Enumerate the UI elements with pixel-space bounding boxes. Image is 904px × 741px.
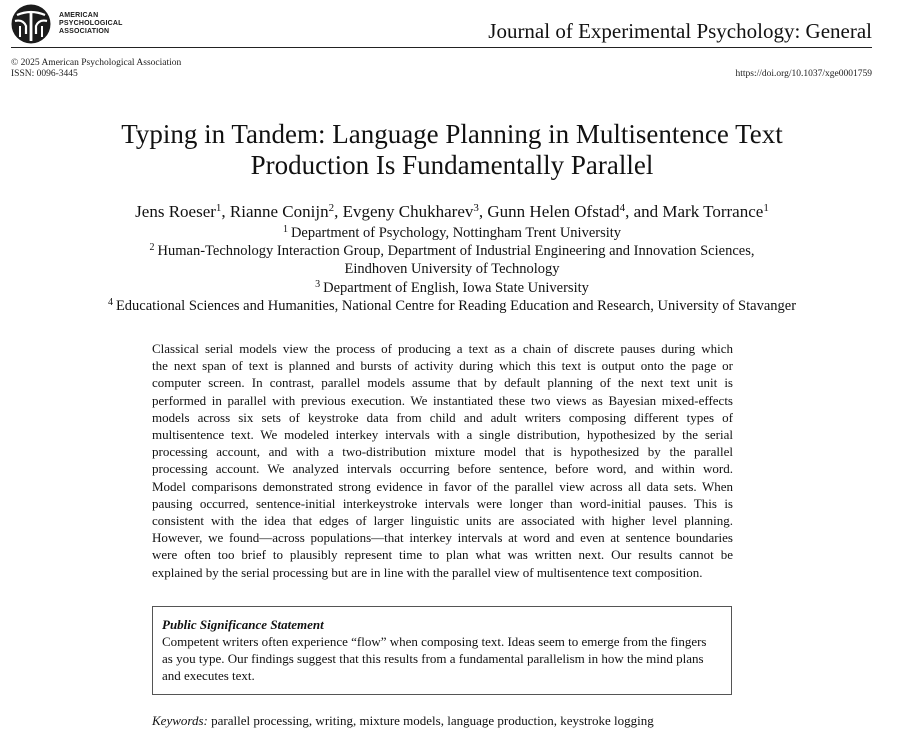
author-name: Jens Roeser <box>135 202 216 221</box>
author-separator: , <box>334 202 343 221</box>
author-separator: , <box>478 202 488 221</box>
author-name: Evgeny Chukharev <box>342 202 474 221</box>
header-divider <box>11 47 872 48</box>
copyright-block <box>11 58 181 80</box>
affiliation-number: 3 <box>315 278 321 290</box>
affiliation-text: Educational Sciences and Humanities, National Centre for Reading Education and Research, University of Stavanger <box>115 297 797 314</box>
significance-line: as you type. Our findings suggest that this results from a fundamental parallelism in how the mind plans <box>162 651 704 666</box>
keywords-label: Keywords: <box>152 713 208 728</box>
affiliation-list <box>0 224 904 315</box>
affiliation <box>0 279 904 297</box>
logo-line: ASSOCIATION <box>59 28 110 35</box>
article-title <box>40 119 864 181</box>
abstract-line: consistent with the idea that edges of larger linguistic units are associated with higher level planning. <box>152 513 733 529</box>
abstract-line: pausing occurred, sentence-initial interkeystroke intervals were longer than word-initial pauses. This is <box>152 495 733 511</box>
author-affiliation-marker: 3 <box>473 202 479 214</box>
abstract-line: multisentence text. We modeled interkey intervals with a single distribution, hypothesized by the serial <box>152 427 733 443</box>
affiliation-text: Department of English, Iowa State University <box>323 279 589 296</box>
doi-link[interactable]: https://doi.org/10.1037/xge0001759 <box>735 69 872 79</box>
abstract-line: models across six sets of keystroke data from child and adult writers composing different types of <box>152 409 733 425</box>
abstract-line: However, we found—across populations—that interkey intervals at word and even at sentence boundaries <box>152 530 733 546</box>
abstract-line: the next span of text is planned and bursts of activity during which this text is output onto the page or <box>152 358 733 374</box>
affiliation-text: Eindhoven University of Technology <box>344 261 560 278</box>
abstract-line: computer screen. In contrast, parallel models assume that by default planning of the next text unit is <box>152 375 733 391</box>
affiliation <box>0 297 904 315</box>
abstract-line: performed in parallel with previous execution. We instantiated these two views as Bayesian mixed-effects <box>152 392 733 408</box>
significance-body <box>162 633 722 684</box>
public-significance-box <box>152 606 732 695</box>
abstract-line: processing account, and with a two-distribution mixture model that is hypothesized by the parallel <box>152 444 733 460</box>
affiliation-number: 4 <box>107 296 113 308</box>
apa-logo-icon <box>11 4 51 44</box>
author-affiliation-marker: 1 <box>763 202 769 214</box>
logo-line: PSYCHOLOGICAL <box>59 20 123 27</box>
abstract-line: were often too brief to plausibly represent time to plan what was written next. Our results cannot be <box>152 547 733 563</box>
abstract-line: Model comparisons demonstrated strong evidence in favor of the parallel view across all data sets. When <box>152 478 733 494</box>
author-separator: , <box>221 202 230 221</box>
author-name: Rianne Conijn <box>229 202 329 221</box>
significance-heading: Public Significance Statement <box>162 617 324 632</box>
abstract <box>152 340 733 581</box>
affiliation-text: Department of Psychology, Nottingham Trent University <box>290 225 622 241</box>
journal-title: Journal of Experimental Psychology: General <box>488 19 872 43</box>
copyright-notice: © 2025 American Psychological Association <box>11 58 182 68</box>
title-line: Production Is Fundamentally Parallel <box>250 150 654 180</box>
author-name: Gunn Helen Ofstad <box>487 202 620 221</box>
affiliation <box>0 260 904 278</box>
significance-line: Competent writers often experience “flow” when composing text. Ideas seem to emerge from the fingers <box>162 634 707 649</box>
author-affiliation-marker: 4 <box>619 202 626 214</box>
publisher-name <box>59 12 123 36</box>
author-affiliation-marker: 1 <box>215 202 222 214</box>
affiliation-number: 2 <box>149 242 155 254</box>
author-separator: , and <box>625 202 663 221</box>
author-affiliation-marker: 2 <box>328 202 335 214</box>
issn: ISSN: 0096-3445 <box>11 69 78 79</box>
keywords-text: parallel processing, writing, mixture models, language production, keystroke logging <box>211 713 654 728</box>
author-name: Mark Torrance <box>662 202 764 221</box>
abstract-line: processing account. We analyzed intervals occurring before sentence, before word, and within word. <box>152 461 733 477</box>
publisher-logo <box>11 4 123 44</box>
abstract-line: Classical serial models view the process of producing a text as a chain of discrete pauses during which <box>152 341 733 356</box>
affiliation-text: Human-Technology Interaction Group, Department of Industrial Engineering and Innovation Sciences, <box>157 243 755 260</box>
affiliation <box>0 224 904 242</box>
significance-line: and executes text. <box>162 668 255 683</box>
logo-line: AMERICAN <box>59 12 99 19</box>
affiliation <box>0 242 904 260</box>
author-list <box>0 201 904 223</box>
abstract-line: explained by the serial processing but are in line with the parallel view of multisentence text composition. <box>152 564 703 580</box>
affiliation-number: 1 <box>282 224 288 235</box>
title-line: Typing in Tandem: Language Planning in Multisentence Text <box>121 119 783 149</box>
keywords <box>152 712 654 729</box>
